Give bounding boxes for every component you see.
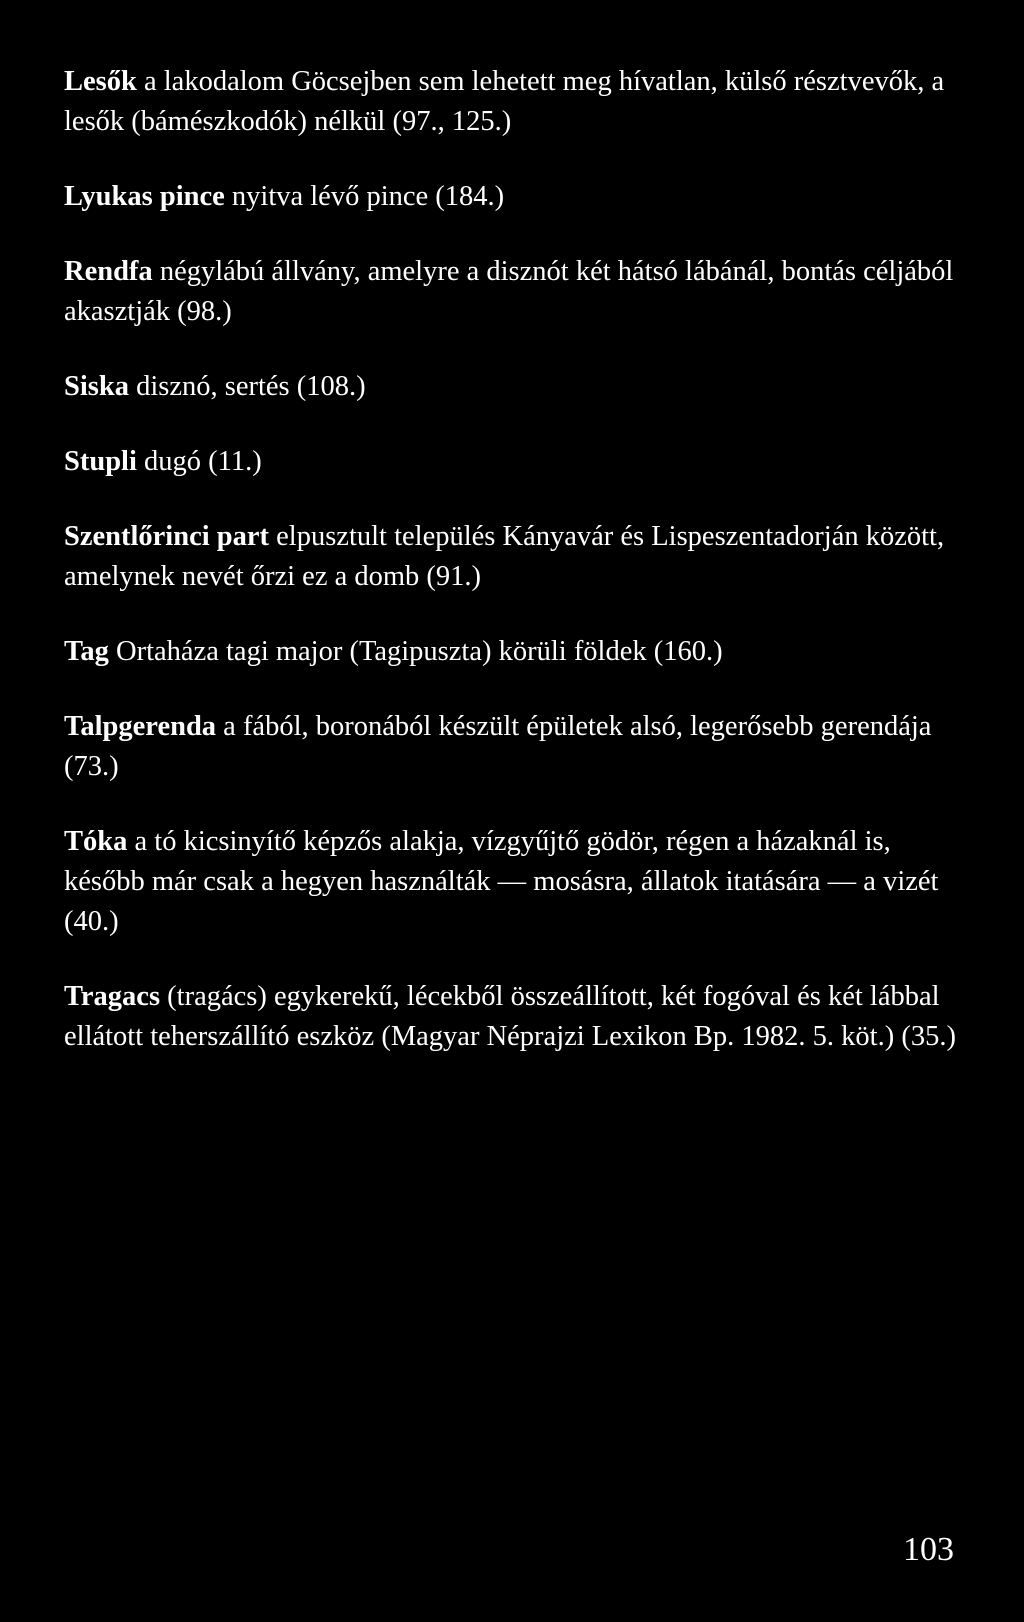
glossary-entry-lesok [64, 62, 962, 142]
entry-term: Szentlőrinci part [64, 521, 270, 552]
glossary-entry-stupli [64, 442, 962, 482]
entry-definition: elpusztult település Kányavár és Lispeszentadorján között, amelynek nevét őrzi ez a domb (91.) [64, 521, 945, 592]
entry-term: Tóka [64, 826, 128, 857]
entry-definition: négylábú állvány, amelyre a disznót két hátsó lábánál, bontás céljából akasztják (98.) [64, 256, 954, 327]
glossary-entry-tragacs [64, 977, 962, 1057]
entry-term: Tag [64, 636, 109, 667]
entry-term: Lesők [64, 66, 137, 97]
entry-term: Siska [64, 371, 129, 402]
entry-definition: disznó, sertés (108.) [136, 371, 366, 402]
entry-term: Stupli [64, 446, 137, 477]
glossary-entry-szentlorinci-part [64, 517, 962, 597]
entry-term: Tragacs [64, 981, 161, 1012]
page-number: 103 [903, 1531, 954, 1568]
glossary-entry-toka [64, 822, 962, 942]
entry-definition: Ortaháza tagi major (Tagipuszta) körüli földek (160.) [116, 636, 723, 667]
entry-definition: dugó (11.) [144, 446, 262, 477]
entry-term: Rendfa [64, 256, 153, 287]
entry-definition: (tragács) egykerekű, lécekből összeállított, két fogóval és két lábbal ellátott teherszállító eszköz (Magyar Néprajzi Lexikon Bp. 1982. 5. köt.) (35.) [64, 981, 956, 1052]
entry-definition: a tó kicsinyítő képzős alakja, vízgyűjtő gödör, régen a házaknál is, később már csak a hegyen használták — mosásra, állatok itatására — a vizét (40.) [64, 826, 939, 937]
entry-definition: nyitva lévő pince (184.) [231, 181, 505, 212]
entry-definition: a lakodalom Göcsejben sem lehetett meg hívatlan, külső résztvevők, a lesők (bámészkodók) nélkül (97., 125.) [64, 66, 945, 137]
glossary-entry-rendfa [64, 252, 962, 332]
glossary-entry-lyukas-pince [64, 177, 962, 217]
entry-definition: a fából, boronából készült épületek alsó, legerősebb gerendája (73.) [64, 711, 932, 782]
glossary-list [64, 62, 962, 1092]
entry-term: Lyukas pince [64, 181, 225, 212]
glossary-entry-siska [64, 367, 962, 407]
entry-term: Talpgerenda [64, 711, 217, 742]
glossary-entry-tag [64, 632, 962, 672]
glossary-entry-talpgerenda [64, 707, 962, 787]
